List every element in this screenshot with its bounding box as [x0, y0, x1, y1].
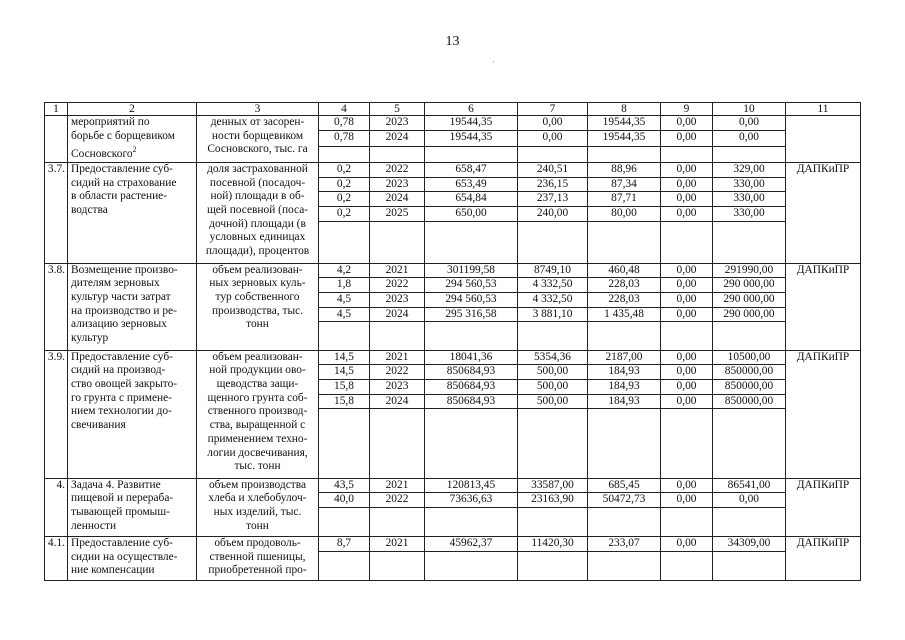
total-cell: 73636,63 [425, 493, 518, 508]
cell-line: мероприятий по [71, 116, 150, 128]
other-cell: 34309,00 [713, 536, 786, 551]
header-cell: 9 [661, 103, 713, 116]
year-cell: 2023 [370, 380, 425, 395]
empty-cell [319, 551, 370, 580]
empty-cell [370, 551, 425, 580]
other-cell: 291990,00 [713, 263, 786, 278]
municipal-cell: 0,00 [661, 350, 713, 365]
indicator-name [197, 162, 319, 263]
measure-name [68, 536, 197, 580]
municipal-cell: 0,00 [661, 293, 713, 308]
cell-line: свечивания [71, 419, 126, 432]
empty-cell [319, 221, 370, 263]
cell-line: Сосновского, тыс. га [207, 143, 308, 156]
indicator-value-cell: 0,78 [319, 131, 370, 146]
municipal-cell: 0,00 [661, 278, 713, 293]
other-cell: 0,00 [713, 493, 786, 508]
cell-line: щей посевной (поса- [206, 204, 309, 217]
cell-line: сидии на осуществле- [71, 550, 178, 563]
empty-cell [319, 508, 370, 537]
indicator-value-cell: 0,2 [319, 207, 370, 222]
federal-cell: 33587,00 [518, 478, 588, 493]
municipal-cell: 0,00 [661, 380, 713, 395]
indicator-value-cell: 43,5 [319, 478, 370, 493]
total-cell: 294 560,53 [425, 293, 518, 308]
total-cell: 294 560,53 [425, 278, 518, 293]
scan-dot: · [492, 58, 495, 67]
cell-line: сидий на производ- [71, 364, 166, 377]
executor: ДАПКиПР [786, 263, 861, 350]
measure-name [68, 162, 197, 263]
cell-line: пищевой и перераба- [71, 492, 174, 505]
indicator-value-cell: 4,2 [319, 263, 370, 278]
other-cell: 329,00 [713, 162, 786, 177]
other-cell: 290 000,00 [713, 278, 786, 293]
cell-line: ства, выращенной с [209, 419, 306, 432]
empty-cell [661, 322, 713, 350]
empty-cell [518, 221, 588, 263]
total-cell: 19544,35 [425, 131, 518, 146]
cell-line: ленности [71, 519, 117, 532]
total-cell: 850684,93 [425, 380, 518, 395]
empty-cell [370, 409, 425, 478]
row-number [45, 116, 68, 163]
federal-cell: 236,15 [518, 177, 588, 192]
empty-cell [370, 146, 425, 162]
empty-cell [518, 551, 588, 580]
federal-cell: 0,00 [518, 131, 588, 146]
empty-cell [661, 409, 713, 478]
measure-name [68, 350, 197, 478]
municipal-cell: 0,00 [661, 478, 713, 493]
indicator-value-cell: 0,2 [319, 192, 370, 207]
empty-cell [661, 508, 713, 537]
empty-cell [661, 551, 713, 580]
cell-line: объем производства [208, 478, 307, 491]
cell-line: Предоставление суб- [71, 162, 173, 175]
empty-cell [425, 409, 518, 478]
cell-line: культур части затрат [71, 291, 171, 304]
cell-line: Сосновского$^2$ [71, 145, 137, 161]
indicator-name [197, 116, 319, 163]
executor [786, 116, 861, 163]
empty-cell [588, 508, 661, 537]
other-cell: 330,00 [713, 207, 786, 222]
cell-line: ности борщевиком [211, 129, 304, 142]
row-number: 4.1. [45, 536, 68, 580]
regional-cell: 184,93 [588, 394, 661, 409]
federal-cell: 5354,36 [518, 350, 588, 365]
empty-cell [713, 221, 786, 263]
year-cell: 2021 [370, 536, 425, 551]
empty-cell [319, 322, 370, 350]
federal-cell: 4 332,50 [518, 278, 588, 293]
empty-cell [370, 221, 425, 263]
indicator-value-cell: 14,5 [319, 350, 370, 365]
year-cell: 2021 [370, 478, 425, 493]
empty-cell [425, 146, 518, 162]
cell-line: культур [71, 332, 109, 345]
regional-cell: 19544,35 [588, 131, 661, 146]
row-number: 3.7. [45, 162, 68, 263]
cell-line: Задача 4. Развитие [71, 478, 161, 491]
empty-cell [425, 221, 518, 263]
other-cell: 850000,00 [713, 365, 786, 380]
cell-line: ной) площади в об- [210, 190, 305, 203]
year-cell: 2023 [370, 177, 425, 192]
regional-cell: 184,93 [588, 380, 661, 395]
regional-cell: 87,34 [588, 177, 661, 192]
indicator-value-cell: 4,5 [319, 307, 370, 322]
federal-cell: 11420,30 [518, 536, 588, 551]
cell-line: применением техно- [207, 432, 308, 445]
empty-cell [713, 409, 786, 478]
cell-line: Предоставление суб- [71, 536, 173, 549]
cell-line: щенного грунта соб- [207, 391, 308, 404]
empty-cell [518, 322, 588, 350]
total-cell: 654,84 [425, 192, 518, 207]
regional-cell: 228,03 [588, 293, 661, 308]
cell-line: доля застрахованной [207, 162, 308, 175]
total-cell: 120813,45 [425, 478, 518, 493]
cell-line: условных единицах [209, 231, 306, 244]
federal-cell: 8749,10 [518, 263, 588, 278]
other-cell: 850000,00 [713, 394, 786, 409]
empty-cell [518, 146, 588, 162]
regional-cell: 2187,00 [588, 350, 661, 365]
cell-line: денных от засорен- [210, 116, 305, 128]
municipal-cell: 0,00 [661, 493, 713, 508]
indicator-value-cell: 4,5 [319, 293, 370, 308]
total-cell: 45962,37 [425, 536, 518, 551]
cell-line: логии досвечивания, [207, 446, 308, 459]
table-row [45, 536, 861, 551]
total-cell: 850684,93 [425, 365, 518, 380]
cell-line: тонн [246, 519, 269, 532]
cell-line: сидий на страхование [71, 176, 177, 189]
empty-cell [588, 409, 661, 478]
other-cell: 850000,00 [713, 380, 786, 395]
cell-line: тур собственного [215, 291, 300, 304]
total-cell: 295 316,58 [425, 307, 518, 322]
indicator-value-cell: 14,5 [319, 365, 370, 380]
municipal-cell: 0,00 [661, 365, 713, 380]
indicator-name [197, 478, 319, 536]
row-number: 3.9. [45, 350, 68, 478]
total-cell: 653,49 [425, 177, 518, 192]
federal-cell: 240,00 [518, 207, 588, 222]
empty-cell [425, 551, 518, 580]
municipal-cell: 0,00 [661, 192, 713, 207]
year-cell: 2022 [370, 278, 425, 293]
municipal-cell: 0,00 [661, 394, 713, 409]
header-cell: 8 [588, 103, 661, 116]
empty-cell [588, 221, 661, 263]
cell-line: посевной (посадоч- [209, 176, 306, 189]
year-cell: 2024 [370, 394, 425, 409]
empty-cell [713, 146, 786, 162]
federal-cell: 4 332,50 [518, 293, 588, 308]
municipal-cell: 0,00 [661, 177, 713, 192]
cell-line: Предоставление суб- [71, 350, 173, 363]
other-cell: 290 000,00 [713, 293, 786, 308]
indicator-value-cell: 0,78 [319, 116, 370, 131]
header-cell: 7 [518, 103, 588, 116]
header-cell: 6 [425, 103, 518, 116]
empty-cell [661, 146, 713, 162]
cell-line: объем реализован- [212, 263, 303, 276]
table-row [45, 162, 861, 177]
cell-line: ной продукции ово- [209, 364, 306, 377]
empty-cell [518, 508, 588, 537]
cell-line: ных зерновых куль- [209, 277, 306, 290]
cell-line: ственной пшеницы, [209, 550, 306, 563]
year-cell: 2024 [370, 131, 425, 146]
cell-line: в области растение- [71, 190, 168, 203]
header-cell: 11 [786, 103, 861, 116]
row-number: 3.8. [45, 263, 68, 350]
total-cell: 658,47 [425, 162, 518, 177]
cell-line: ство овощей закрыто- [71, 378, 178, 391]
indicator-value-cell: 1,8 [319, 278, 370, 293]
other-cell: 330,00 [713, 192, 786, 207]
cell-line: ных изделий, тыс. [213, 506, 302, 519]
cell-line: Возмещение произво- [71, 263, 178, 276]
federal-cell: 500,00 [518, 380, 588, 395]
total-cell: 650,00 [425, 207, 518, 222]
empty-cell [661, 221, 713, 263]
cell-line: щеводства защи- [216, 378, 299, 391]
program-table [44, 102, 861, 581]
empty-cell [370, 322, 425, 350]
indicator-value-cell: 15,8 [319, 394, 370, 409]
empty-cell [713, 322, 786, 350]
other-cell: 290 000,00 [713, 307, 786, 322]
cell-line: ственного производ- [207, 405, 308, 418]
year-cell: 2022 [370, 365, 425, 380]
cell-line: на производство и ре- [71, 304, 177, 317]
year-cell: 2021 [370, 263, 425, 278]
header-cell: 5 [370, 103, 425, 116]
cell-line: тыс. тонн [234, 460, 281, 473]
regional-cell: 233,07 [588, 536, 661, 551]
measure-name [68, 116, 197, 163]
other-cell: 0,00 [713, 116, 786, 131]
municipal-cell: 0,00 [661, 536, 713, 551]
municipal-cell: 0,00 [661, 116, 713, 131]
cell-line: го грунта с примене- [71, 391, 172, 404]
empty-cell [588, 551, 661, 580]
header-row [45, 103, 861, 116]
footnote-marker: 2 [132, 145, 137, 155]
indicator-value-cell: 8,7 [319, 536, 370, 551]
cell-line: площади), процентов [205, 245, 310, 258]
indicator-name [197, 536, 319, 580]
empty-cell [319, 146, 370, 162]
empty-cell [370, 508, 425, 537]
year-cell: 2022 [370, 493, 425, 508]
indicator-value-cell: 0,2 [319, 162, 370, 177]
year-cell: 2023 [370, 293, 425, 308]
regional-cell: 87,71 [588, 192, 661, 207]
empty-cell [319, 409, 370, 478]
federal-cell: 500,00 [518, 394, 588, 409]
cell-line: тонн [246, 318, 269, 331]
executor: ДАПКиПР [786, 536, 861, 580]
regional-cell: 184,93 [588, 365, 661, 380]
cell-line: ализацию зерновых [71, 318, 167, 331]
regional-cell: 88,96 [588, 162, 661, 177]
cell-line: ние компенсации [71, 564, 155, 577]
federal-cell: 237,13 [518, 192, 588, 207]
other-cell: 330,00 [713, 177, 786, 192]
year-cell: 2025 [370, 207, 425, 222]
regional-cell: 460,48 [588, 263, 661, 278]
cell-line: тывающей промыш- [71, 506, 170, 519]
municipal-cell: 0,00 [661, 131, 713, 146]
cell-line: борьбе с борщевиком [71, 129, 175, 142]
regional-cell: 50472,73 [588, 493, 661, 508]
total-cell: 18041,36 [425, 350, 518, 365]
cell-line: объем реализован- [212, 350, 303, 363]
year-cell: 2024 [370, 192, 425, 207]
cell-line: дителям зерновых [71, 277, 160, 290]
total-cell: 850684,93 [425, 394, 518, 409]
empty-cell [713, 508, 786, 537]
page-number: 13 [445, 34, 460, 49]
other-cell: 10500,00 [713, 350, 786, 365]
cell-line: дочной) площади (в [209, 217, 306, 230]
regional-cell: 685,45 [588, 478, 661, 493]
indicator-name [197, 263, 319, 350]
year-cell: 2022 [370, 162, 425, 177]
cell-line: хлеба и хлебобулоч- [208, 492, 307, 505]
other-cell: 0,00 [713, 131, 786, 146]
regional-cell: 228,03 [588, 278, 661, 293]
indicator-value-cell: 0,2 [319, 177, 370, 192]
table-row [45, 350, 861, 365]
cell-line: нием технологии до- [71, 405, 172, 418]
regional-cell: 80,00 [588, 207, 661, 222]
indicator-value-cell: 40,0 [319, 493, 370, 508]
header-cell: 3 [197, 103, 319, 116]
municipal-cell: 0,00 [661, 263, 713, 278]
regional-cell: 1 435,48 [588, 307, 661, 322]
regional-cell: 19544,35 [588, 116, 661, 131]
total-cell: 19544,35 [425, 116, 518, 131]
cell-line: объем продоволь- [214, 536, 301, 549]
empty-cell [588, 322, 661, 350]
municipal-cell: 0,00 [661, 162, 713, 177]
year-cell: 2023 [370, 116, 425, 131]
empty-cell [588, 146, 661, 162]
executor: ДАПКиПР [786, 162, 861, 263]
indicator-name [197, 350, 319, 478]
header-cell: 2 [68, 103, 197, 116]
executor: ДАПКиПР [786, 350, 861, 478]
federal-cell: 3 881,10 [518, 307, 588, 322]
municipal-cell: 0,00 [661, 307, 713, 322]
total-cell: 301199,58 [425, 263, 518, 278]
federal-cell: 23163,90 [518, 493, 588, 508]
header-cell: 4 [319, 103, 370, 116]
municipal-cell: 0,00 [661, 207, 713, 222]
federal-cell: 240,51 [518, 162, 588, 177]
other-cell: 86541,00 [713, 478, 786, 493]
year-cell: 2021 [370, 350, 425, 365]
executor: ДАПКиПР [786, 478, 861, 536]
table-row [45, 116, 861, 131]
year-cell: 2024 [370, 307, 425, 322]
measure-name [68, 478, 197, 536]
federal-cell: 500,00 [518, 365, 588, 380]
table-row [45, 478, 861, 493]
federal-cell: 0,00 [518, 116, 588, 131]
row-number: 4. [45, 478, 68, 536]
empty-cell [713, 551, 786, 580]
cell-line: водства [71, 204, 108, 217]
cell-line: производства, тыс. [211, 304, 304, 317]
cell-line: приобретенной про- [208, 564, 307, 577]
header-cell: 1 [45, 103, 68, 116]
empty-cell [425, 508, 518, 537]
header-cell: 10 [713, 103, 786, 116]
empty-cell [518, 409, 588, 478]
measure-name [68, 263, 197, 350]
empty-cell [425, 322, 518, 350]
indicator-value-cell: 15,8 [319, 380, 370, 395]
table-row [45, 263, 861, 278]
